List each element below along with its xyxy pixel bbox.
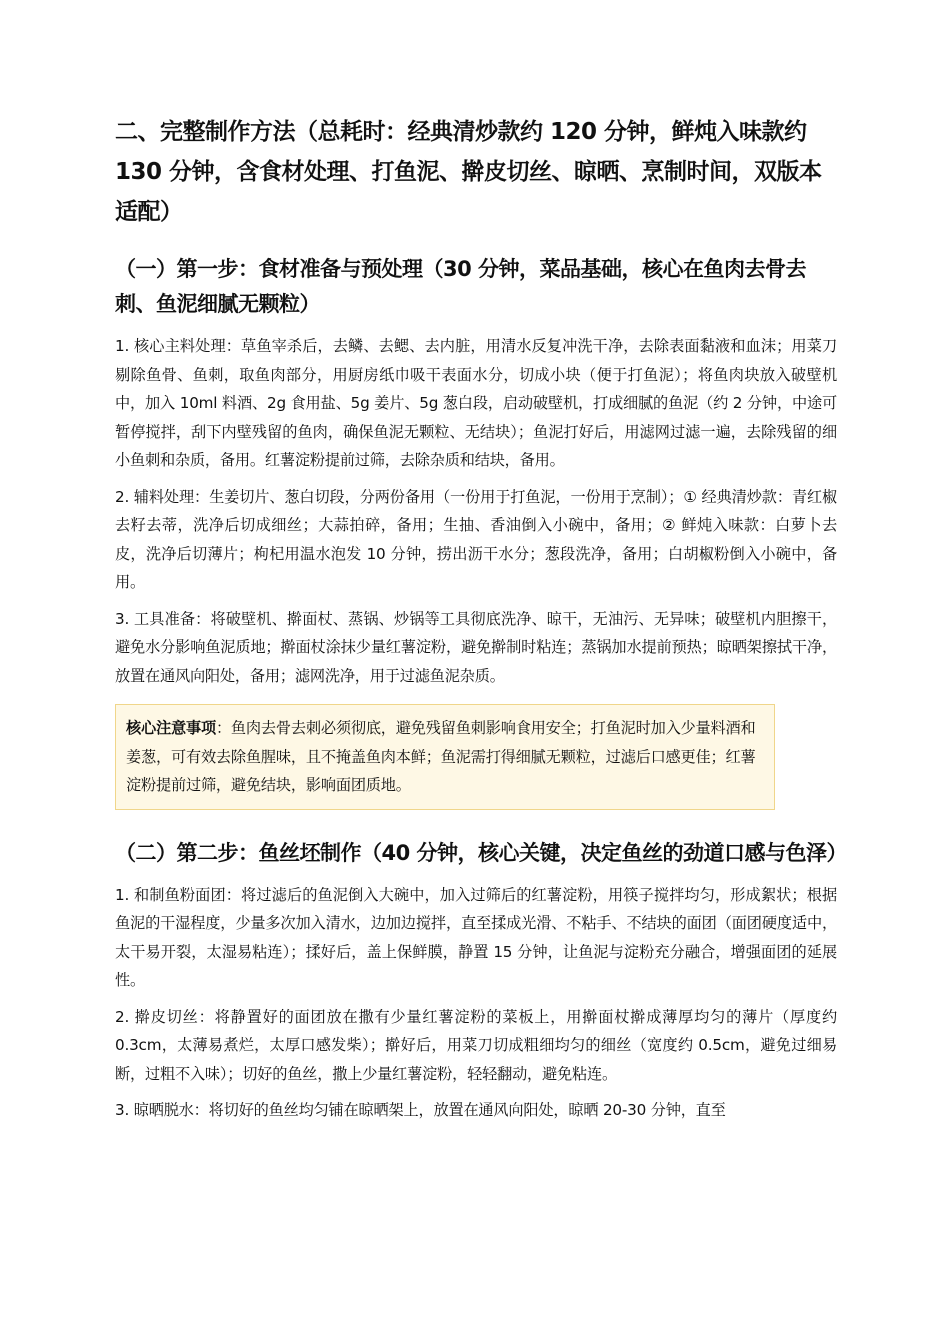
step2-item-3: 3. 晾晒脱水：将切好的鱼丝均匀铺在晾晒架上，放置在通风向阳处，晾晒 20-30 分钟，直至 xyxy=(115,1101,726,1119)
step1-item-1: 1. 核心主料处理：草鱼宰杀后，去鳞、去鳃、去内脏，用清水反复冲洗干净，去除表面黏液和血沫；用菜刀剔除鱼骨、鱼刺，取鱼肉部分，用厨房纸巾吸干表面水分，切成小块（便于打鱼泥）；将鱼肉块放入破壁机中，加入 10ml 料酒、2g 食用盐、5g 姜片、5g 葱白段，启动破壁机，打成细腻的鱼泥（约 2 分钟，中途可暂停搅拌，刮下内壁残留的鱼肉，确保鱼泥无颗粒、无结块）；鱼泥打好后，用滤网过滤一遍，去除残留的细小鱼刺和杂质，备用。红薯淀粉提前过筛，去除杂质和结块，备用。 xyxy=(115,337,837,469)
step1-heading: （一）第一步：食材准备与预处理（30 分钟，菜品基础，核心在鱼肉去骨去刺、鱼泥细腻无颗粒） xyxy=(115,257,807,316)
step2-heading: （二）第二步：鱼丝坯制作（40 分钟，核心关键，决定鱼丝的劲道口感与色泽） xyxy=(115,840,848,865)
key-notes-text: ：鱼肉去骨去刺必须彻底，避免残留鱼刺影响食用安全；打鱼泥时加入少量料酒和姜葱，可有效去除鱼腥味，且不掩盖鱼肉本鲜；鱼泥需打得细腻无颗粒，过滤后口感更佳；红薯淀粉提前过筛，避免结块，影响面团质地。 xyxy=(126,719,756,794)
step2-item-1: 1. 和制鱼粉面团：将过滤后的鱼泥倒入大碗中，加入过筛后的红薯淀粉，用筷子搅拌均匀，形成絮状；根据鱼泥的干湿程度，少量多次加入清水，边加边搅拌，直至揉成光滑、不粘手、不结块的面团（面团硬度适中，太干易开裂，太湿易粘连）；揉好后，盖上保鲜膜，静置 15 分钟，让鱼泥与淀粉充分融合，增强面团的延展性。 xyxy=(115,885,837,989)
step1-item-2: 2. 辅料处理：生姜切片、葱白切段，分两份备用（一份用于打鱼泥，一份用于烹制）；① 经典清炒款：青红椒去籽去蒂，洗净后切成细丝；大蒜拍碎，备用；生抽、香油倒入小碗中，备用；② 鲜炖入味款：白萝卜去皮，洗净后切薄片；枸杞用温水泡发 10 分钟，捞出沥干水分；葱段洗净，备用；白胡椒粉倒入小碗中，备用。 xyxy=(115,487,837,591)
step2-item-2: 2. 擀皮切丝：将静置好的面团放在撒有少量红薯淀粉的菜板上，用擀面杖擀成薄厚均匀的薄片（厚度约 0.3cm，太薄易煮烂，太厚口感发柴）；擀好后，用菜刀切成粗细均匀的细丝（宽度约 0.5cm，避免过细易断，过粗不入味）；切好的鱼丝，撒上少量红薯淀粉，轻轻翻动，避免粘连。 xyxy=(115,1007,837,1083)
key-notes-callout xyxy=(115,704,775,810)
key-notes-label: 核心注意事项 xyxy=(126,719,216,737)
section-title: 二、完整制作方法（总耗时：经典清炒款约 120 分钟，鲜炖入味款约 130 分钟，含食材处理、打鱼泥、擀皮切丝、晾晒、烹制时间，双版本适配） xyxy=(115,119,822,225)
step1-item-3: 3. 工具准备：将破壁机、擀面杖、蒸锅、炒锅等工具彻底洗净、晾干，无油污、无异味；破壁机内胆擦干，避免水分影响鱼泥质地；擀面杖涂抹少量红薯淀粉，避免擀制时粘连；蒸锅加水提前预热；晾晒架擦拭干净，放置在通风向阳处，备用；滤网洗净，用于过滤鱼泥杂质。 xyxy=(115,609,837,685)
document-page xyxy=(115,112,848,1133)
